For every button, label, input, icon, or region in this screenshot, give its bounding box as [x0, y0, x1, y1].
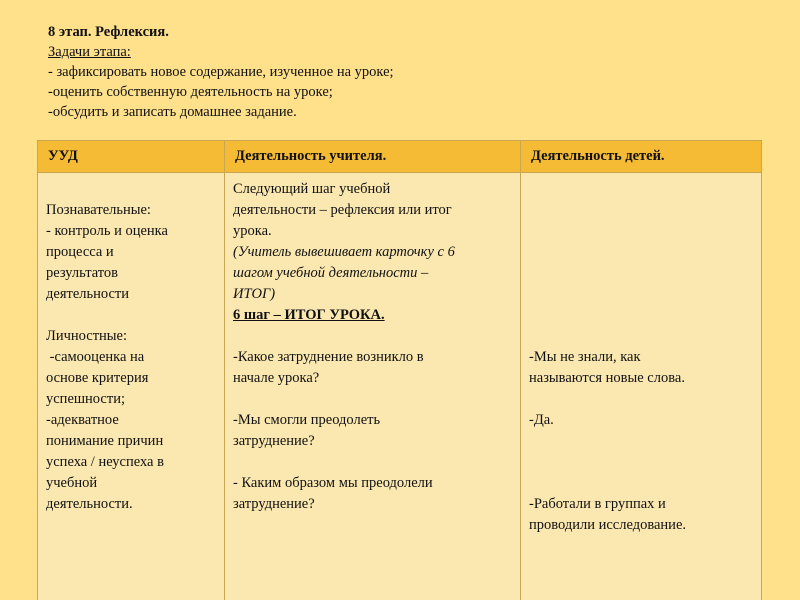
- teacher-note-line: ИТОГ): [233, 286, 276, 302]
- cognitive-title: Познавательные:: [46, 202, 151, 218]
- cognitive-line: - контроль и оценка: [46, 223, 168, 239]
- personal-line: учебной: [46, 475, 98, 491]
- teacher-question-line: - Каким образом мы преодолели: [233, 475, 433, 491]
- teacher-question-line: -Мы смогли преодолеть: [233, 412, 381, 428]
- children-answer-line: -Да.: [529, 412, 554, 428]
- teacher-question-line: -Какое затруднение возникло в: [233, 349, 424, 365]
- teacher-question-line: затруднение?: [233, 433, 315, 449]
- teacher-question-line: начале урока?: [233, 370, 320, 386]
- teacher-note-line: (Учитель вывешивает карточку с 6: [233, 244, 455, 260]
- personal-line: -адекватное: [46, 412, 119, 428]
- table-row: [38, 173, 762, 600]
- table-header-row: [38, 141, 762, 173]
- task-item: -обсудить и записать домашнее задание.: [48, 104, 297, 120]
- personal-line: понимание причин: [46, 433, 164, 449]
- cognitive-line: деятельности: [46, 286, 130, 302]
- teacher-cell: [225, 173, 521, 600]
- personal-title: Личностные:: [46, 328, 127, 344]
- personal-line: -самооценка на: [46, 349, 145, 365]
- step-heading: 6 шаг – ИТОГ УРОКА.: [233, 307, 385, 323]
- children-answer-line: -Работали в группах и: [529, 496, 666, 512]
- column-header-children: Деятельность детей.: [521, 141, 762, 173]
- children-answer-line: проводили исследование.: [529, 517, 687, 533]
- cognitive-line: процесса и: [46, 244, 114, 260]
- children-answer-line: называются новые слова.: [529, 370, 685, 386]
- task-item: -оценить собственную деятельность на уроке;: [48, 84, 333, 100]
- personal-line: успешности;: [46, 391, 125, 407]
- cognitive-line: результатов: [46, 265, 119, 281]
- teacher-intro-line: урока.: [233, 223, 272, 239]
- children-cell: [521, 173, 762, 600]
- personal-line: успеха / неуспеха в: [46, 454, 164, 470]
- uud-cell: [38, 173, 225, 600]
- teacher-intro-line: Следующий шаг учебной: [233, 181, 391, 197]
- stage-title: 8 этап. Рефлексия.: [48, 24, 169, 40]
- personal-line: основе критерия: [46, 370, 149, 386]
- task-item: - зафиксировать новое содержание, изученное на уроке;: [48, 64, 394, 80]
- teacher-note-line: шагом учебной деятельности –: [233, 265, 429, 281]
- personal-line: деятельности.: [46, 496, 133, 512]
- stage-tasks-label: Задачи этапа:: [48, 44, 131, 60]
- stage-header: [48, 22, 768, 122]
- teacher-question-line: затруднение?: [233, 496, 315, 512]
- teacher-intro-line: деятельности – рефлексия или итог: [233, 202, 452, 218]
- column-header-uud: УУД: [38, 141, 225, 173]
- children-answer-line: -Мы не знали, как: [529, 349, 641, 365]
- column-header-teacher: Деятельность учителя.: [225, 141, 521, 173]
- reflection-table: [37, 140, 762, 600]
